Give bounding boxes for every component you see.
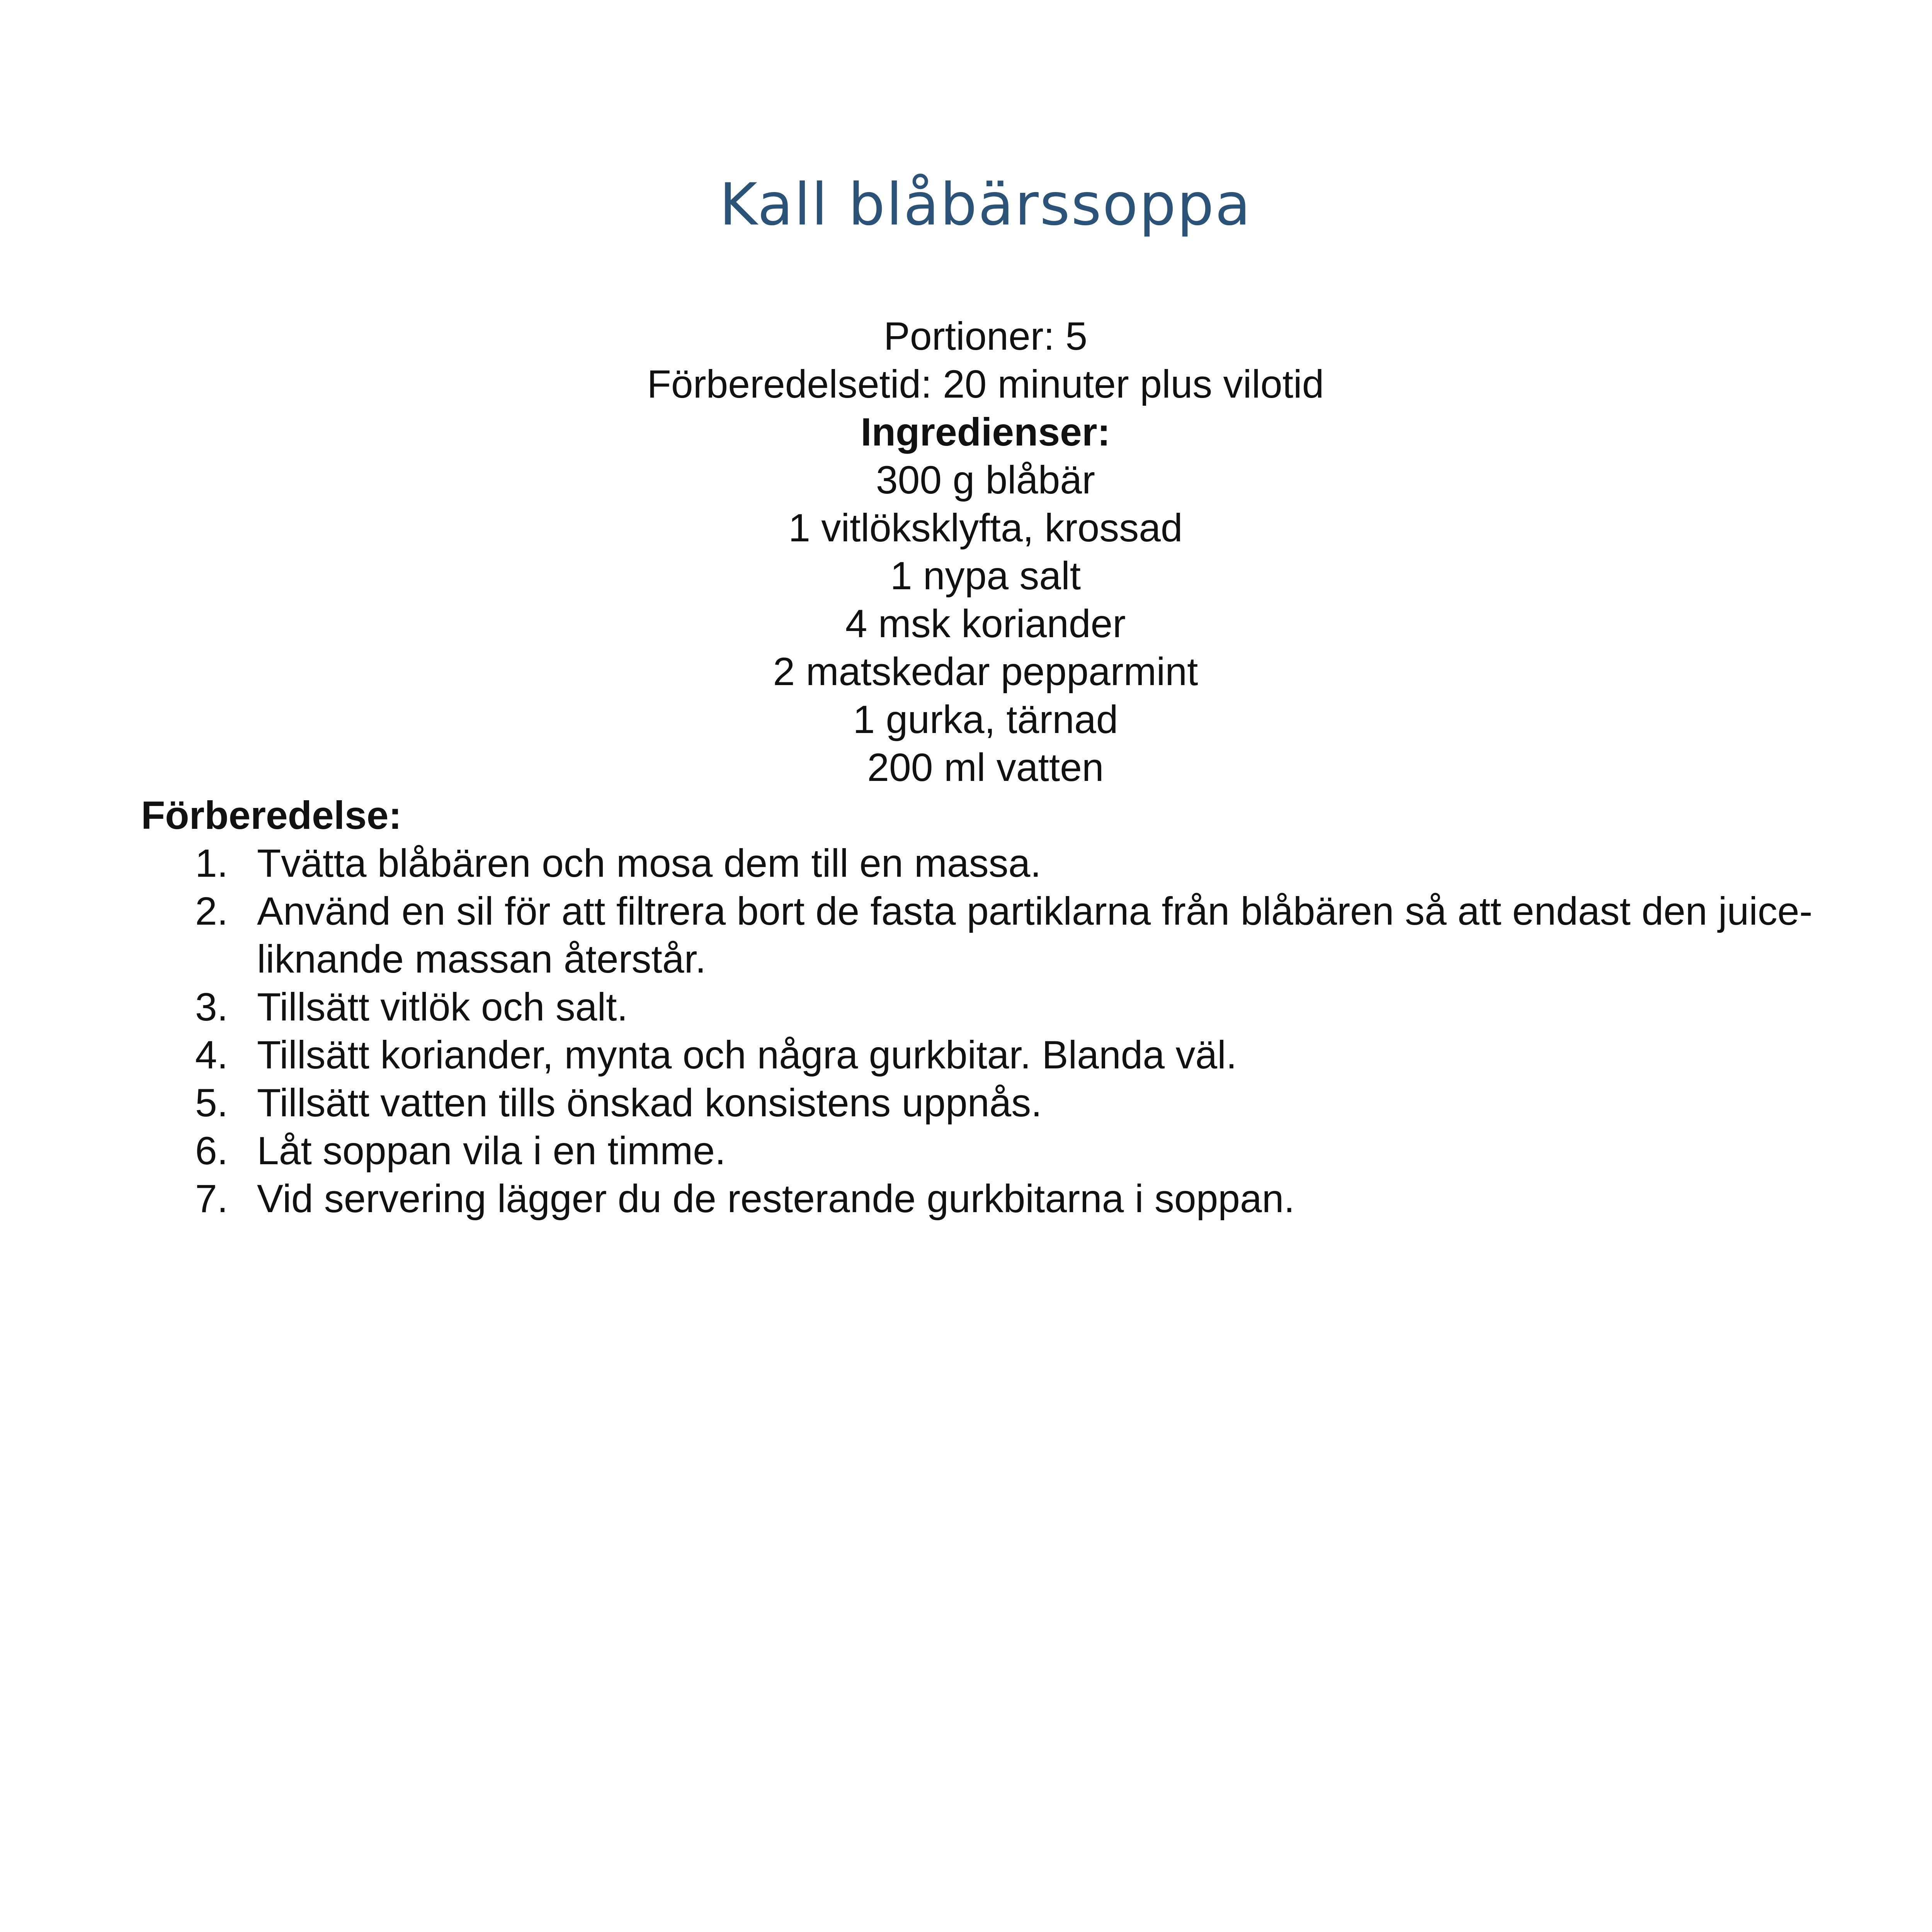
step-text: Låt soppan vila i en timme. [257,1129,726,1173]
step-item [195,839,1818,887]
step-item [195,1175,1818,1223]
ingredient-item: 1 nypa salt [890,554,1081,598]
step-item [195,983,1818,1031]
ingredients-heading: Ingredienser: [861,410,1111,454]
preparation-heading: Förberedelse: [141,793,402,837]
step-item [195,1079,1818,1127]
step-text: Tvätta blåbären och mosa dem till en massa. [257,841,1041,885]
step-item [195,887,1818,983]
portions: Portioner: 5 [883,314,1088,358]
ingredient-item: 200 ml vatten [867,745,1104,789]
ingredient-item: 1 gurka, tärnad [853,697,1118,742]
step-text: Tillsätt vitlök och salt. [257,985,628,1029]
ingredient-item: 1 vitlöksklyfta, krossad [788,506,1183,550]
step-text: Tillsätt koriander, mynta och några gurkbitar. Blanda väl. [257,1033,1237,1077]
ingredient-item: 300 g blåbär [876,458,1095,502]
step-number: 6. [195,1129,228,1173]
ingredient-item: 2 matskedar pepparmint [773,650,1198,694]
step-text: Använd en sil för att filtrera bort de fasta partiklarna från blåbären så att endast den juice-liknande massan återstår. [257,889,1813,981]
step-text: Tillsätt vatten tills önskad konsistens uppnås. [257,1081,1042,1125]
step-text: Vid servering lägger du de resterande gurkbitarna i soppan. [257,1177,1295,1221]
step-number: 1. [195,841,228,885]
step-number: 2. [195,889,228,933]
recipe-summary [0,312,1932,791]
step-item [195,1031,1818,1079]
step-item [195,1127,1818,1175]
step-number: 4. [195,1033,228,1077]
step-number: 5. [195,1081,228,1125]
ingredient-item: 4 msk koriander [845,602,1126,646]
step-number: 3. [195,985,228,1029]
recipe-title: Kall blåbärssoppa [719,171,1252,238]
prep-time: Förberedelsetid: 20 minuter plus vilotid [647,362,1324,406]
preparation-steps [195,839,1818,1223]
step-number: 7. [195,1177,228,1221]
